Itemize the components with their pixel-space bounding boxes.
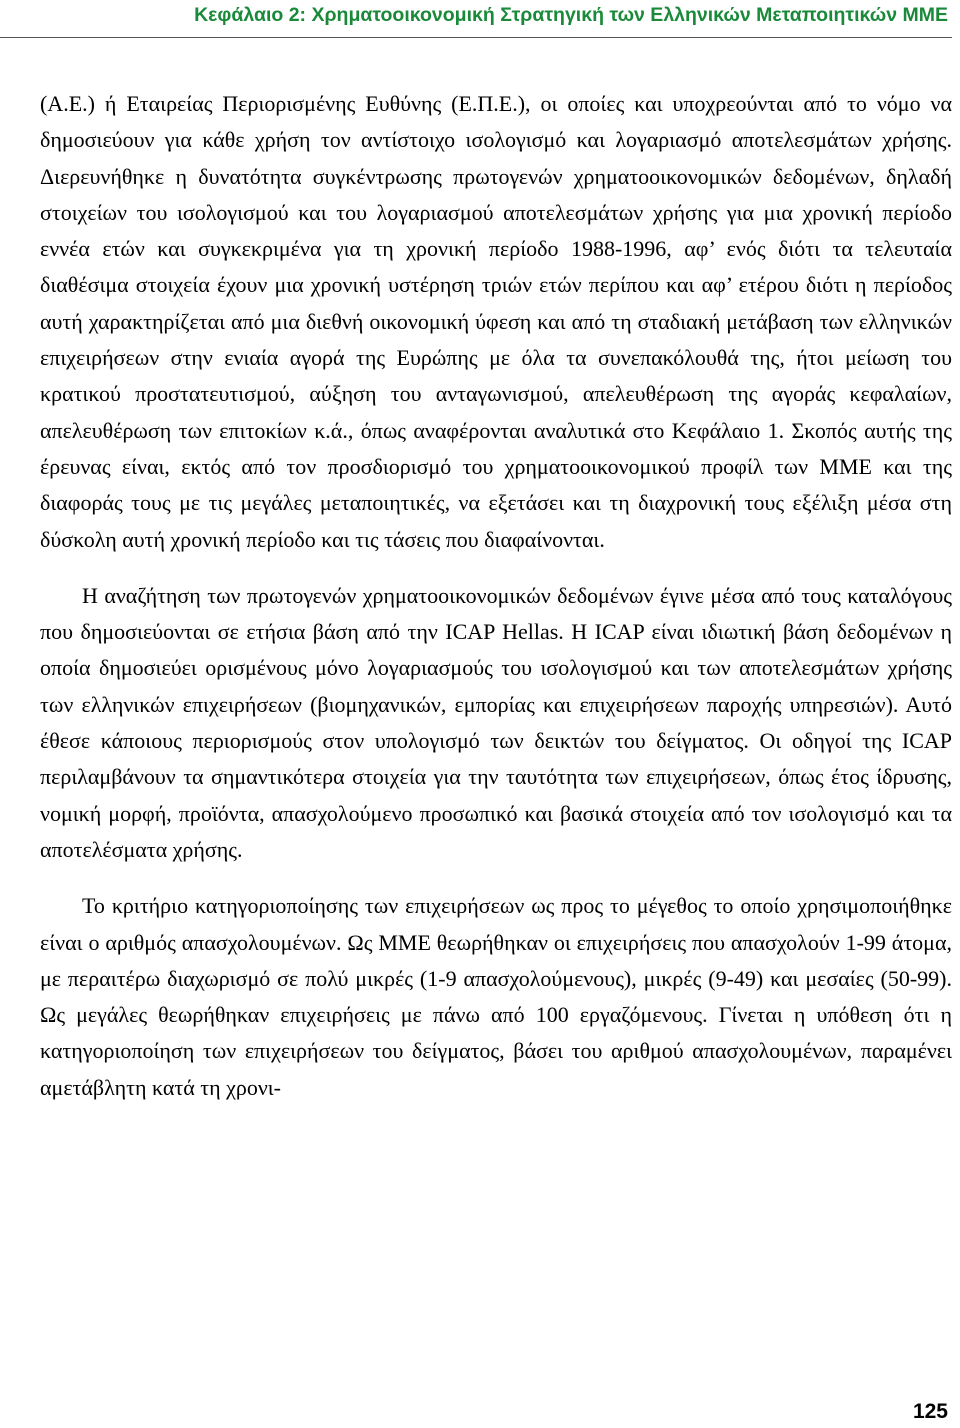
page-header — [0, 0, 960, 46]
paragraph-2: Η αναζήτηση των πρωτογενών χρηματοοικονομικών δεδομένων έγινε μέσα από τους καταλόγους που δημοσιεύονται σε ετήσια βάση από την ICAP Hellas. Η ICAP είναι ιδιωτική βάση δεδομένων η οποία δημοσιεύει ορισμένους μόνο λογαριασμούς του ισολογισμού και των αποτελεσμάτων χρήσης των ελληνικών επιχειρήσεων (βιομηχανικών, εμπορίας και επιχειρήσεων παροχής υπηρεσιών). Αυτό έθεσε κάποιους περιορισμούς στον υπολογισμό των δεικτών του δείγματος. Οι οδηγοί της ICAP περιλαμβάνουν τα σημαντικότερα στοιχεία για την ταυτότητα των επιχειρήσεων, όπως έτος ίδρυσης, νομική μορφή, προϊόντα, απασχολούμενο προσωπικό και βασικά στοιχεία από τον ισολογισμό και τα αποτελέσματα χρήσης. — [40, 582, 953, 862]
paragraph-1: (Α.Ε.) ή Εταιρείας Περιορισμένης Ευθύνης (Ε.Π.Ε.), οι οποίες και υποχρεούνται από το νόμο να δημοσιεύουν για κάθε χρήση τον αντίστοιχο ισολογισμό και λογαριασμό αποτελεσμάτων χρήσης. Διερευνήθηκε η δυνατότητα συγκέντρωσης πρωτογενών χρηματοοικονομικών δεδομένων, δηλαδή στοιχείων του ισολογισμού και του λογαριασμού αποτελεσμάτων χρήσης για μια χρονική περίοδο εννέα ετών και συγκεκριμένα για τη χρονική περίοδο 1988-1996, αφ’ ενός διότι τα τελευταία διαθέσιμα στοιχεία έχουν μια χρονική υστέρηση τριών ετών περίπου και αφ’ ετέρου διότι η περίοδος αυτή χαρακτηρίζεται από μια διεθνή οικονομική ύφεση και από τη σταδιακή μετάβαση των ελληνικών επιχειρήσεων στην ενιαία αγορά της Ευρώπης με όλα τα συνεπακόλουθά της, ήτοι μείωση του κρατικού προστατευτισμού, αύξηση του ανταγωνισμού, απελευθέρωση της αγοράς κεφαλαίων, απελευθέρωση των επιτοκίων κ.ά., όπως αναφέρονται αναλυτικά στο Κεφάλαιο 1. Σκοπός αυτής της έρευνας είναι, εκτός από τον προσδιορισμό του χρηματοοικονομικού προφίλ των ΜΜΕ και της διαφοράς τους με τις μεγάλες μεταποιητικές, να εξετάσει και τη διαχρονική τους εξέλιξη μέσα στη δύσκολη αυτή χρονική περίοδο και τις τάσεις που διαφαίνονται. — [40, 91, 952, 552]
body-text — [40, 86, 952, 1106]
paragraph-3: Το κριτήριο κατηγοριοποίησης των επιχειρήσεων ως προς το μέγεθος το οποίο χρησιμοποιήθηκε είναι ο αριθμός απασχολουμένων. Ως ΜΜΕ θεωρήθηκαν οι επιχειρήσεις που απασχολούν 1-99 άτομα, με περαιτέρω διαχωρισμό σε πολύ μικρές (1-9 απασχολούμενους), μικρές (9-49) και μεσαίες (50-99). Ως μεγάλες θεωρήθηκαν επιχειρήσεις με πάνω από 100 εργαζόμενους. Γίνεται η υπόθεση ότι η κατηγοριοποίηση των επιχειρήσεων του δείγματος, βάσει του αριθμού απασχολουμένων, παραμένει αμετάβλητη κατά τη χρονι- — [40, 893, 952, 1100]
header-divider — [0, 37, 952, 38]
page-number: 125 — [912, 1400, 948, 1423]
chapter-title: Κεφάλαιο 2: Χρηματοοικονομική Στρατηγική των Ελληνικών Μεταποιητικών ΜΜΕ — [194, 4, 948, 26]
